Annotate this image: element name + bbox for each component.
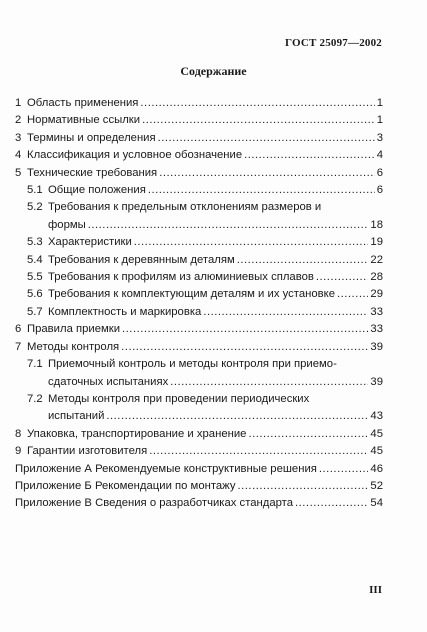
toc-entry-label: Гарантии изготовителя bbox=[27, 445, 148, 458]
toc-entry-page: 33 bbox=[370, 323, 383, 336]
toc-entry[interactable] bbox=[15, 130, 383, 147]
toc-entry-label: Требования к комплектующим деталям и их установке bbox=[48, 288, 335, 301]
dot-leader bbox=[88, 217, 369, 234]
toc-entry-number: 7 bbox=[15, 340, 22, 353]
toc-entry-page: 43 bbox=[370, 410, 383, 423]
toc-subentry[interactable] bbox=[15, 182, 383, 199]
toc-entry-label: Правила приемки bbox=[27, 323, 121, 336]
dot-leader bbox=[295, 495, 368, 512]
toc-entry-page: 18 bbox=[370, 218, 383, 231]
toc-appendix-entry[interactable] bbox=[15, 461, 383, 478]
dot-leader bbox=[142, 112, 375, 129]
toc-entry-page: 6 bbox=[376, 166, 383, 179]
toc-entry-label: Технические требования bbox=[27, 166, 158, 179]
dot-leader bbox=[244, 147, 375, 164]
toc-entry-number: 7.1 bbox=[27, 358, 43, 371]
toc-entry-label: Приложение Б Рекомендации по монтажу bbox=[15, 479, 236, 492]
toc-entry-label: Требования к профилям из алюминиевых сплавов bbox=[48, 271, 314, 284]
dot-leader bbox=[121, 339, 368, 356]
toc-entry-label: Классификация и условное обозначение bbox=[27, 149, 243, 162]
toc-entry-page: 29 bbox=[370, 288, 383, 301]
toc-entry-page: 19 bbox=[370, 236, 383, 249]
toc-subentry-continuation[interactable] bbox=[15, 408, 383, 425]
toc-entry[interactable] bbox=[15, 95, 383, 112]
toc-subentry-continuation[interactable] bbox=[15, 374, 383, 391]
toc-entry-label: Требования к деревянным деталям bbox=[48, 253, 235, 266]
dot-leader bbox=[134, 234, 369, 251]
toc-entry-page: 45 bbox=[370, 445, 383, 458]
toc-entry-number: 5.5 bbox=[27, 271, 43, 284]
toc-subentry[interactable] bbox=[15, 269, 383, 286]
dot-leader bbox=[149, 443, 368, 460]
dot-leader bbox=[203, 304, 368, 321]
toc-entry-number: 5.6 bbox=[27, 288, 43, 301]
toc-entry[interactable] bbox=[15, 112, 383, 129]
toc-subentry-continuation[interactable] bbox=[15, 217, 383, 234]
toc-entry-label: Приложение А Рекомендуемые конструктивные решения bbox=[15, 462, 317, 475]
toc-entry[interactable] bbox=[15, 147, 383, 164]
toc-entry-number: 7.2 bbox=[27, 392, 43, 405]
dot-leader bbox=[159, 165, 375, 182]
table-of-contents bbox=[15, 95, 383, 513]
dot-leader bbox=[170, 374, 368, 391]
toc-entry-page: 1 bbox=[376, 114, 383, 127]
toc-subentry[interactable] bbox=[15, 286, 383, 303]
toc-entry-label-continued: сдаточных испытаниях bbox=[48, 375, 169, 388]
toc-entry-label: Упаковка, транспортирование и хранение bbox=[27, 427, 247, 440]
toc-subentry[interactable] bbox=[15, 356, 383, 373]
toc-entry-number: 5.1 bbox=[27, 184, 43, 197]
toc-entry-label: Область применения bbox=[27, 97, 139, 109]
toc-entry[interactable] bbox=[15, 426, 383, 443]
toc-entry-page: 4 bbox=[376, 149, 383, 162]
toc-entry-number: 5 bbox=[15, 166, 22, 179]
toc-entry-label: Общие положения bbox=[48, 184, 146, 197]
toc-entry-label: Характеристики bbox=[48, 236, 132, 249]
toc-entry-label: Приемочный контроль и методы контроля при приемо- bbox=[48, 358, 337, 371]
dot-leader bbox=[316, 269, 369, 286]
toc-entry-label: Методы контроля bbox=[27, 340, 120, 353]
toc-entry-label: Приложение В Сведения о разработчиках стандарта bbox=[15, 497, 294, 510]
dot-leader bbox=[106, 408, 368, 425]
toc-entry-page: 39 bbox=[370, 340, 383, 353]
toc-entry-label: Методы контроля при проведении периодических bbox=[48, 392, 310, 405]
toc-subentry[interactable] bbox=[15, 199, 383, 216]
page-number: III bbox=[369, 584, 382, 596]
toc-entry-number: 5.4 bbox=[27, 253, 43, 266]
toc-entry-number: 6 bbox=[15, 323, 22, 336]
toc-entry-number: 5.7 bbox=[27, 305, 43, 318]
toc-entry-label-continued: формы bbox=[48, 218, 86, 231]
toc-entry-page: 3 bbox=[376, 131, 383, 144]
dot-leader bbox=[148, 182, 375, 199]
toc-entry[interactable] bbox=[15, 339, 383, 356]
toc-entry[interactable] bbox=[15, 165, 383, 182]
toc-entry-page: 1 bbox=[376, 97, 383, 109]
toc-entry[interactable] bbox=[15, 443, 383, 460]
toc-entry-page: 6 bbox=[376, 184, 383, 197]
toc-entry-page: 54 bbox=[370, 497, 383, 510]
toc-entry-label: Комплектность и маркировка bbox=[48, 305, 202, 318]
toc-entry-number: 3 bbox=[15, 131, 22, 144]
toc-entry-label: Нормативные ссылки bbox=[27, 114, 141, 127]
toc-entry-page: 33 bbox=[370, 305, 383, 318]
dot-leader bbox=[237, 252, 369, 269]
toc-entry-page: 28 bbox=[370, 271, 383, 284]
toc-subentry[interactable] bbox=[15, 304, 383, 321]
dot-leader bbox=[238, 478, 369, 495]
dot-leader bbox=[337, 286, 368, 303]
toc-entry-page: 22 bbox=[370, 253, 383, 266]
standard-header: ГОСТ 25097—2002 bbox=[285, 37, 382, 49]
dot-leader bbox=[319, 461, 369, 478]
toc-entry-page: 46 bbox=[370, 462, 383, 475]
toc-entry-page: 52 bbox=[370, 479, 383, 492]
toc-entry-number: 9 bbox=[15, 445, 22, 458]
toc-entry-number: 2 bbox=[15, 114, 22, 127]
toc-appendix-entry[interactable] bbox=[15, 495, 383, 512]
toc-subentry[interactable] bbox=[15, 252, 383, 269]
toc-entry-label-continued: испытаний bbox=[48, 410, 105, 423]
toc-appendix-entry[interactable] bbox=[15, 478, 383, 495]
dot-leader bbox=[158, 130, 375, 147]
page-title: Содержание bbox=[180, 64, 247, 78]
toc-subentry[interactable] bbox=[15, 391, 383, 408]
dot-leader bbox=[140, 95, 374, 112]
dot-leader bbox=[122, 321, 368, 338]
toc-entry-page: 45 bbox=[370, 427, 383, 440]
toc-entry-label: Требования к предельным отклонениям размеров и bbox=[48, 201, 322, 214]
toc-entry-number: 5.2 bbox=[27, 201, 43, 214]
toc-entry-label: Термины и определения bbox=[27, 131, 156, 144]
dot-leader bbox=[248, 426, 368, 443]
toc-entry[interactable] bbox=[15, 321, 383, 338]
toc-entry-number: 1 bbox=[15, 97, 22, 109]
toc-entry-number: 8 bbox=[15, 427, 22, 440]
toc-entry-page: 39 bbox=[370, 375, 383, 388]
toc-entry-number: 4 bbox=[15, 149, 22, 162]
toc-entry-number: 5.3 bbox=[27, 236, 43, 249]
toc-subentry[interactable] bbox=[15, 234, 383, 251]
